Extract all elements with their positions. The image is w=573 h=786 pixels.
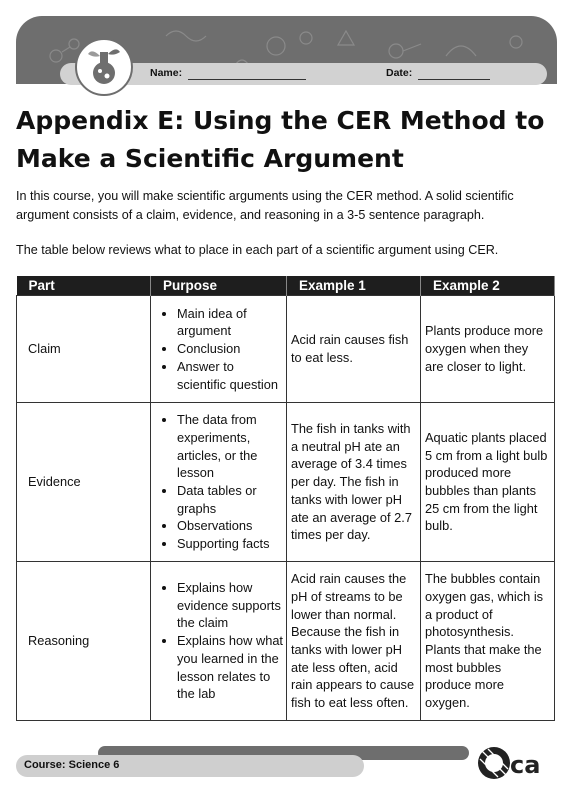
part-cell: Claim [17,296,151,403]
example2-cell: Aquatic plants placed 5 cm from a light bulb produced more bubbles than plants 25 cm from the light bulb. [421,403,555,562]
name-date-bar [60,63,547,85]
purpose-item: • The data from experiments, articles, or the lesson [177,411,284,482]
course-label: Course: Science 6 [24,759,120,771]
table-header-row [17,276,555,296]
example2-cell: The bubbles contain oxygen gas, which is a product of photosynthesis. Plants that make the most bubbles produce more oxygen. [421,562,555,721]
part-cell: Evidence [17,403,151,562]
name-label: Name: [150,67,183,79]
example1-cell: Acid rain causes the pH of streams to be lower than normal. Because the fish in tanks with lower pH ate less often, acid rain appears to cause fish to eat less often. [287,562,421,721]
example1-cell: Acid rain causes fish to eat less. [287,296,421,403]
column-header: Example 1 [287,276,421,296]
name-field[interactable] [188,79,306,80]
cer-table [16,276,555,721]
example1-cell: The fish in tanks with a neutral pH ate an average of 3.4 times per day. The fish in tanks with lower pH ate an average of 2.7 times per day. [287,403,421,562]
purpose-item: • Data tables or graphs [177,482,284,517]
purpose-item: • Answer to scientific question [177,358,284,393]
title-line: Appendix E: Using the CER Method to [16,106,545,135]
column-header: Example 2 [421,276,555,296]
purpose-item: • Supporting facts [177,535,284,553]
purpose-cell [151,562,287,721]
purpose-item: • Conclusion [177,340,284,358]
date-label: Date: [386,67,413,79]
purpose-item: • Explains how what you learned in the lesson relates to the lab [177,632,284,703]
date-field[interactable] [418,79,490,80]
title-line: Make a Scientific Argument [16,144,404,173]
table-row [17,562,555,721]
example2-cell: Plants produce more oxygen when they are closer to light. [421,296,555,403]
purpose-cell [151,296,287,403]
purpose-cell [151,403,287,562]
column-header: Part [17,276,151,296]
flask-icon [77,40,131,94]
table-row [17,296,555,403]
purpose-item: • Observations [177,517,284,535]
cca-logo-icon [476,745,556,781]
brand-text: ca [510,751,541,779]
science-logo-icon [75,38,133,96]
page-title [16,102,556,178]
intro-paragraph: In this course, you will make scientific arguments using the CER method. A solid scientific argument consists of a claim, evidence, and reasoning in a 3-5 sentence paragraph. [16,189,514,222]
brand-mark-icon [476,745,556,781]
column-header: Purpose [151,276,287,296]
part-cell: Reasoning [17,562,151,721]
table-row [17,403,555,562]
purpose-item: • Explains how evidence supports the claim [177,579,284,632]
purpose-item: • Main idea of argument [177,305,284,340]
table-intro: The table below reviews what to place in each part of a scientific argument using CER. [16,243,499,257]
